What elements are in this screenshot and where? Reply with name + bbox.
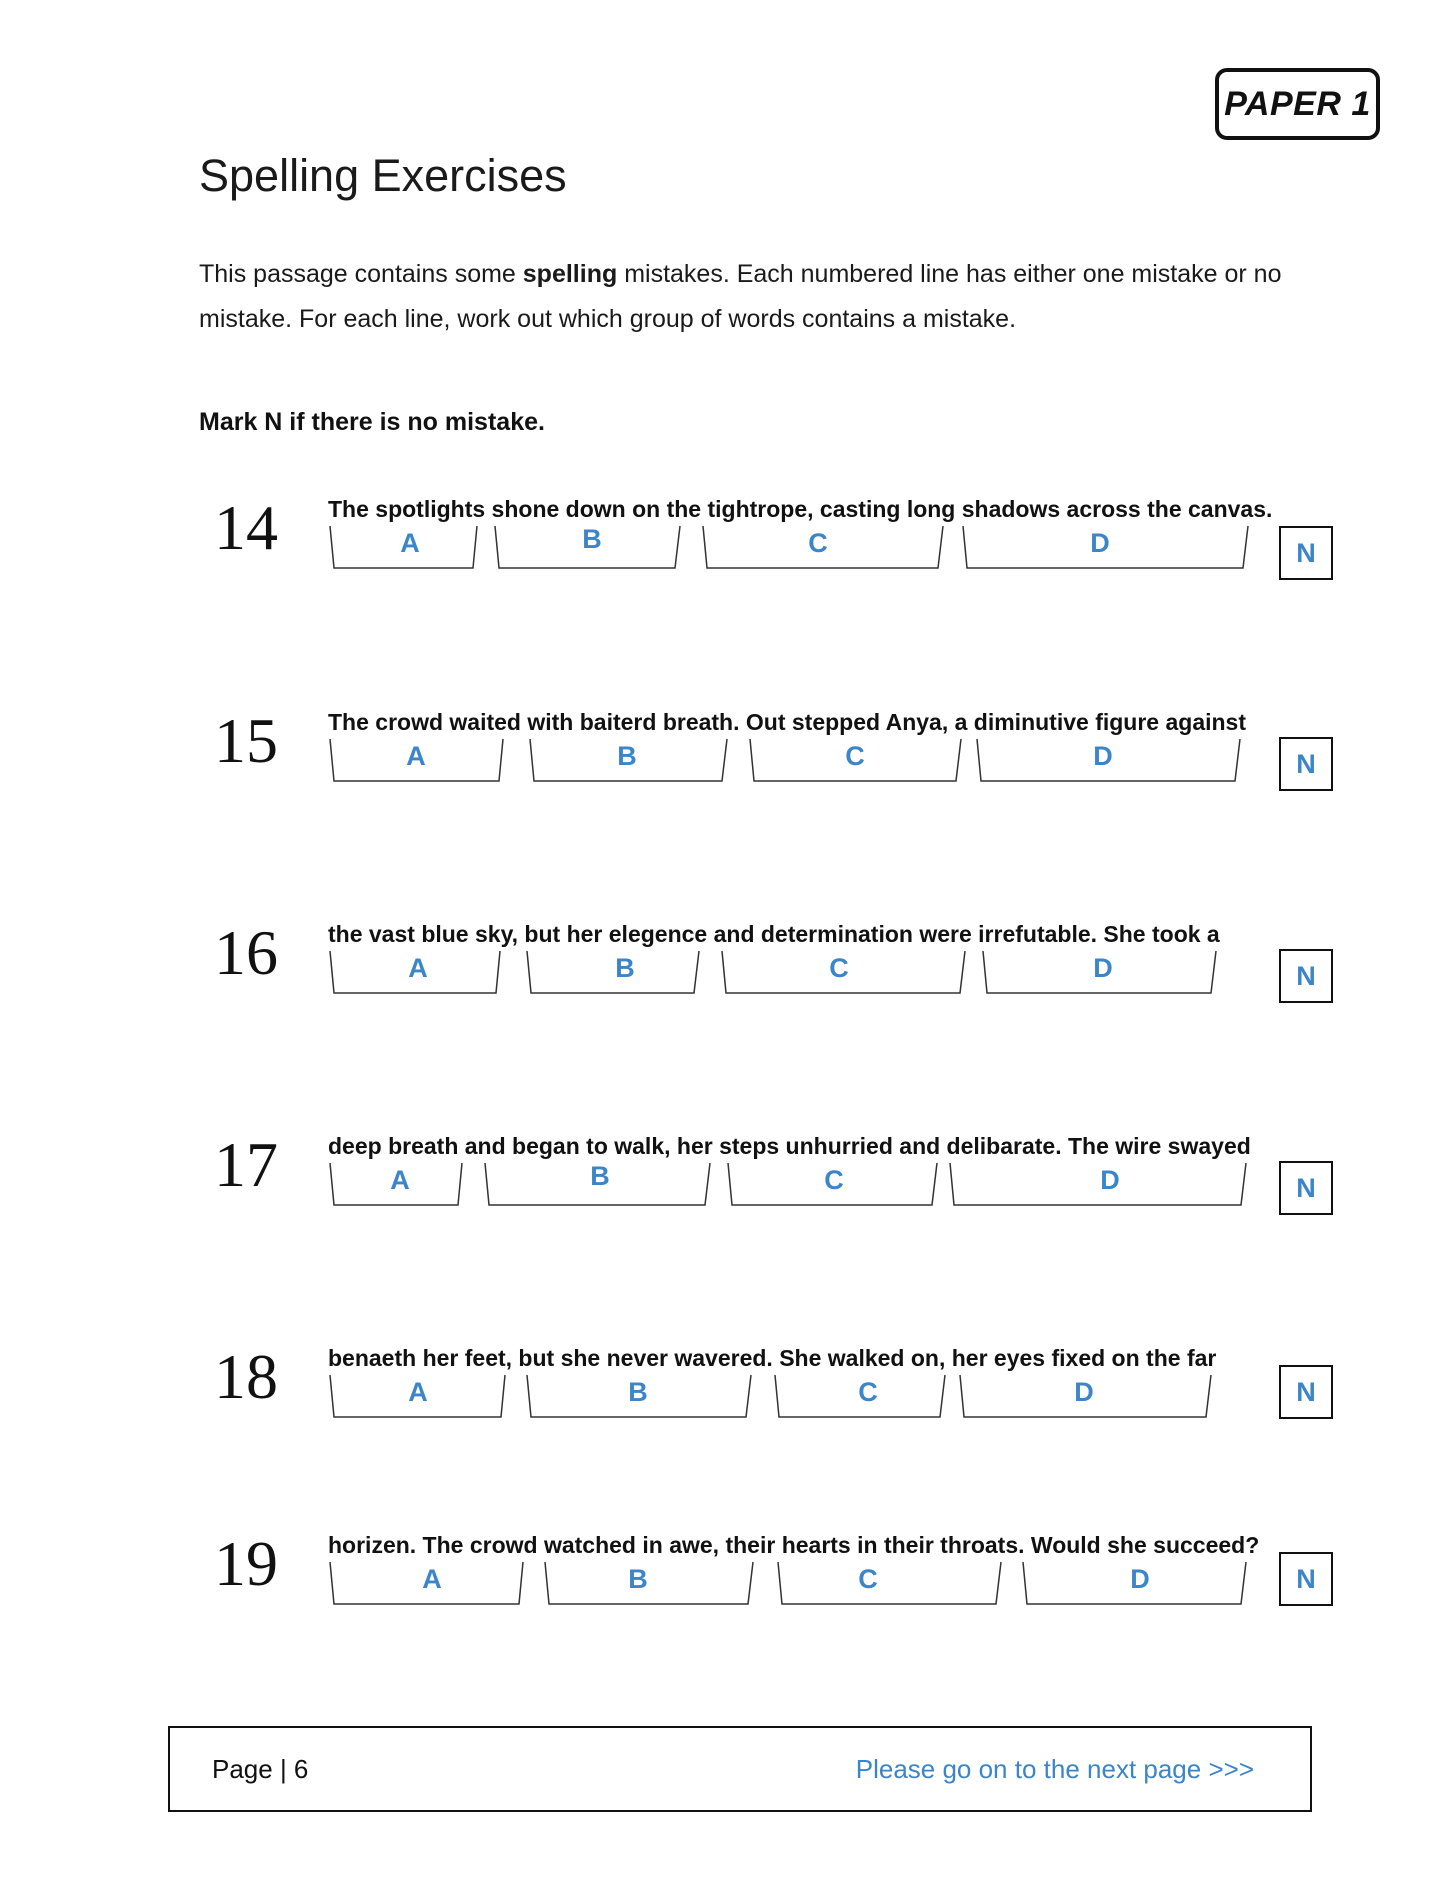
no-mistake-box[interactable]: N xyxy=(1279,526,1333,580)
page-footer xyxy=(168,1726,1312,1812)
group-b-label[interactable]: B xyxy=(590,1161,610,1191)
group-c-label[interactable]: C xyxy=(829,953,849,983)
question-sentence: the vast blue sky, but her elegence and determination were irrefutable. She took a xyxy=(328,921,1220,947)
instruction: Mark N if there is no mistake. xyxy=(199,408,545,436)
bracket-c[interactable] xyxy=(778,1562,1001,1604)
group-d-label[interactable]: D xyxy=(1130,1564,1150,1594)
intro-text-end: mistakes. Each numbered line has either one mistake or no mistake. For each line, work out which group of words contains a mistake. xyxy=(199,260,1282,333)
intro-paragraph xyxy=(199,252,1299,342)
question-sentence: deep breath and began to walk, her steps unhurried and delibarate. The wire swayed xyxy=(328,1133,1251,1159)
question-number: 17 xyxy=(214,1129,278,1200)
bracket-b[interactable] xyxy=(545,1562,753,1604)
question-number: 15 xyxy=(214,705,278,776)
group-b-label[interactable]: B xyxy=(628,1377,648,1407)
question-14 xyxy=(0,492,1445,636)
intro-bold-word: spelling xyxy=(522,260,618,288)
group-d-label[interactable]: D xyxy=(1074,1377,1094,1407)
group-b-label[interactable]: B xyxy=(628,1564,648,1594)
no-mistake-box[interactable]: N xyxy=(1279,737,1333,791)
group-c-label[interactable]: C xyxy=(824,1165,844,1195)
group-b-label[interactable]: B xyxy=(582,524,602,554)
group-c-label[interactable]: C xyxy=(858,1377,878,1407)
group-b-label[interactable]: B xyxy=(617,741,637,771)
group-d-label[interactable]: D xyxy=(1100,1165,1120,1195)
intro-text-start: This passage contains some xyxy=(199,260,523,288)
no-mistake-box[interactable]: N xyxy=(1279,1161,1333,1215)
group-d-label[interactable]: D xyxy=(1093,741,1113,771)
group-d-label[interactable]: D xyxy=(1093,953,1113,983)
bracket-group xyxy=(0,917,1445,1011)
question-sentence: The spotlights shone down on the tightrope, casting long shadows across the canvas. xyxy=(328,496,1273,522)
group-a-label[interactable]: A xyxy=(422,1564,442,1594)
question-17 xyxy=(0,1129,1445,1273)
next-page-prompt: Please go on to the next page >>> xyxy=(855,1754,1254,1784)
page-number: Page | 6 xyxy=(212,1754,309,1784)
no-mistake-box[interactable]: N xyxy=(1279,1365,1333,1419)
group-d-label[interactable]: D xyxy=(1090,528,1110,558)
question-number: 14 xyxy=(214,492,278,563)
bracket-d[interactable] xyxy=(950,1163,1246,1205)
bracket-group xyxy=(0,1528,1445,1622)
question-15 xyxy=(0,705,1445,849)
question-sentence: horizen. The crowd watched in awe, their hearts in their throats. Would she succeed? xyxy=(328,1532,1260,1558)
bracket-group xyxy=(0,1341,1445,1435)
question-number: 16 xyxy=(214,917,278,988)
group-a-label[interactable]: A xyxy=(390,1165,410,1195)
question-18 xyxy=(0,1341,1445,1485)
group-c-label[interactable]: C xyxy=(845,741,865,771)
group-c-label[interactable]: C xyxy=(808,528,828,558)
question-number: 18 xyxy=(214,1341,278,1412)
bracket-group xyxy=(0,705,1445,799)
no-mistake-box[interactable]: N xyxy=(1279,949,1333,1003)
bracket-b[interactable] xyxy=(527,951,699,993)
no-mistake-box[interactable]: N xyxy=(1279,1552,1333,1606)
question-number: 19 xyxy=(214,1528,278,1599)
page-title: Spelling Exercises xyxy=(199,150,567,201)
question-sentence: The crowd waited with baiterd breath. Out stepped Anya, a diminutive figure against xyxy=(328,709,1247,735)
question-16 xyxy=(0,917,1445,1061)
bracket-group xyxy=(0,1129,1445,1223)
group-b-label[interactable]: B xyxy=(615,953,635,983)
group-c-label[interactable]: C xyxy=(858,1564,878,1594)
bracket-group xyxy=(0,492,1445,586)
group-a-label[interactable]: A xyxy=(408,953,428,983)
question-19 xyxy=(0,1528,1445,1672)
paper-badge: PAPER 1 xyxy=(1215,68,1380,140)
question-sentence: benaeth her feet, but she never wavered. She walked on, her eyes fixed on the far xyxy=(328,1345,1217,1371)
group-a-label[interactable]: A xyxy=(408,1377,428,1407)
group-a-label[interactable]: A xyxy=(400,528,420,558)
group-a-label[interactable]: A xyxy=(406,741,426,771)
